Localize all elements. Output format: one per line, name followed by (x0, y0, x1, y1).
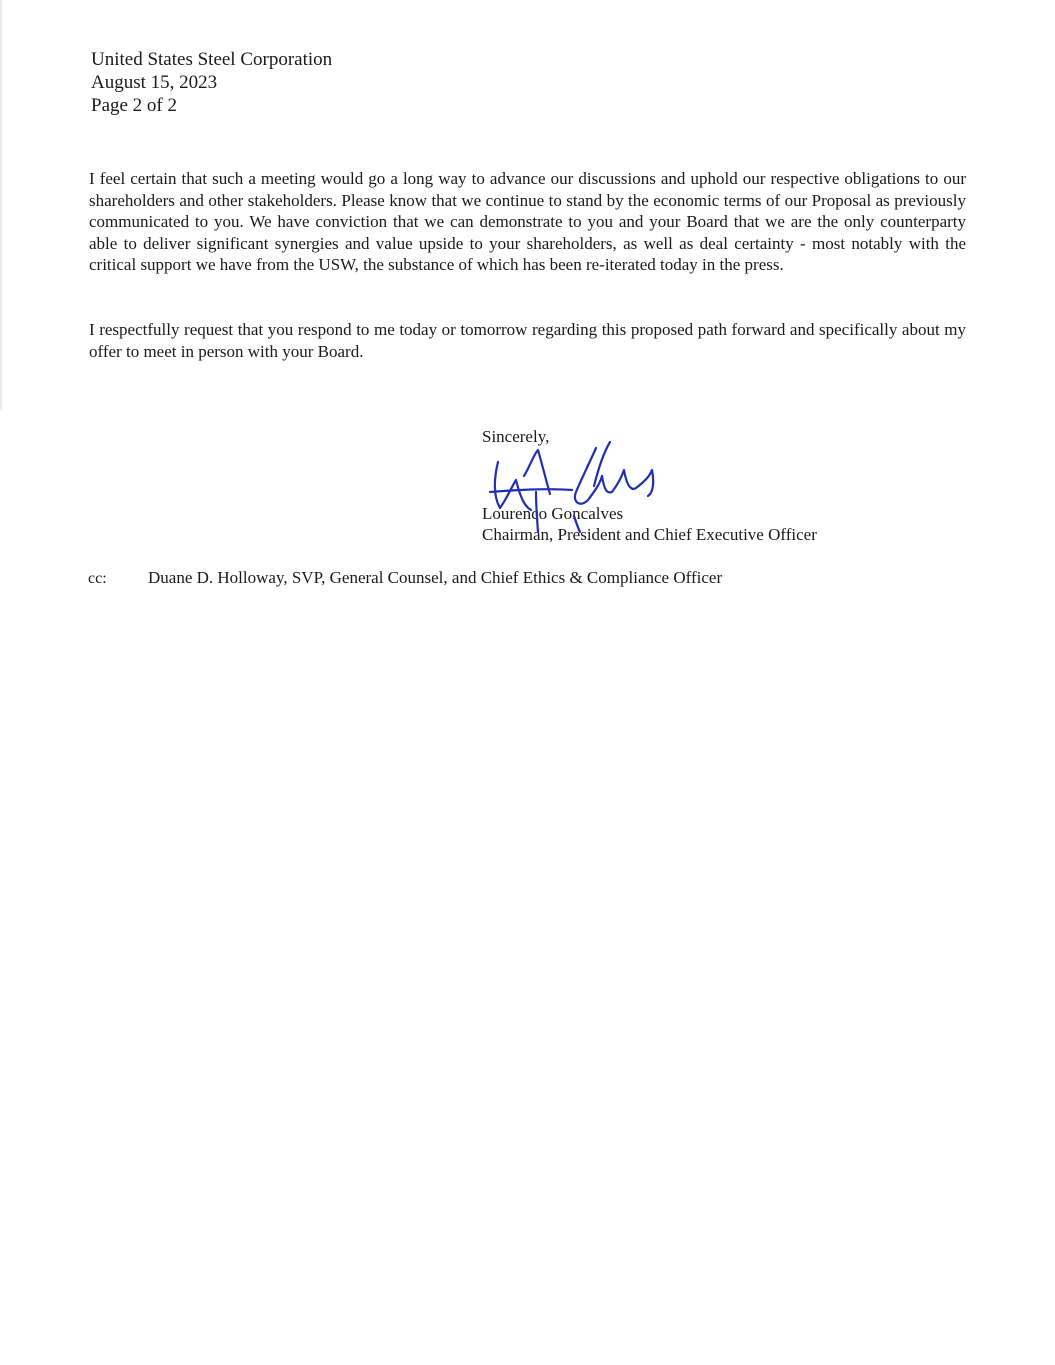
handwritten-signature (476, 436, 676, 536)
header-date: August 15, 2023 (91, 72, 218, 93)
letter-header (91, 48, 332, 117)
cc-label: cc: (88, 570, 107, 587)
scan-edge-shadow (0, 0, 3, 410)
signer-name: Lourenco Goncalves (482, 504, 624, 523)
body-paragraph-1: I feel certain that such a meeting would go a long way to advance our discussions and uphold our respective obligations to our shareholders and other stakeholders. Please know that we continue to stand by the economic terms of our Proposal as previously communicated to you. We have conviction that we can demonstrate to you and your Board that we are the only counterparty able to deliver significant synergies and value upside to your shareholders, as well as deal certainty - most notably with the critical support we have from the USW, the substance of which has been re-iterated today in the press. (89, 169, 966, 275)
signer-title: Chairman, President and Chief Executive Officer (482, 525, 817, 544)
header-page-number: Page 2 of 2 (91, 95, 178, 116)
header-company: United States Steel Corporation (91, 49, 333, 70)
closing-salutation: Sincerely, (482, 427, 550, 446)
cc-recipient: Duane D. Holloway, SVP, General Counsel, and Chief Ethics & Compliance Officer (148, 568, 723, 587)
body-paragraph-2: I respectfully request that you respond to me today or tomorrow regarding this proposed path forward and specifically about my offer to meet in person with your Board. (89, 320, 966, 361)
